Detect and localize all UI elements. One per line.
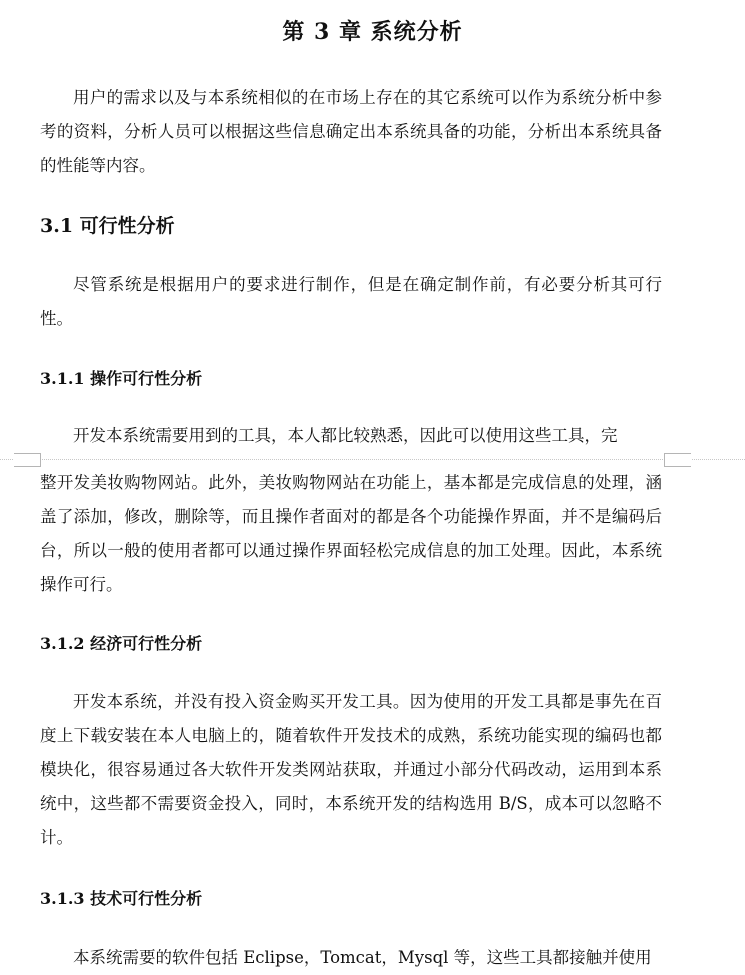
page-corner-right [664,453,691,467]
section-3-1-1-paragraph-continued: 整开发美妆购物网站。此外，美妆购物网站在功能上，基本都是完成信息的处理，涵盖了添加，修改，删除等，而且操作者面对的都是各个功能操作界面，并不是编码后台，所以一般的使用者都可以通过操作界面轻松完成信息的加工处理。因此，本系统操作可行。 [40,473,662,594]
section-heading-3-1-2: 3.1.2 经济可行性分析 [40,634,203,653]
section-heading-3-1-3: 3.1.3 技术可行性分析 [40,889,203,908]
section-3-1-1-paragraph-start: 开发本系统需要用到的工具，本人都比较熟悉，因此可以使用这些工具，完 [73,426,618,445]
section-3-1-paragraph: 尽管系统是根据用户的要求进行制作，但是在确定制作前，有必要分析其可行性。 [40,275,662,328]
section-heading-3-1-1: 3.1.1 操作可行性分析 [40,369,203,388]
section-3-1-2-paragraph: 开发本系统，并没有投入资金购买开发工具。因为使用的开发工具都是事先在百度上下载安装在本人电脑上的，随着软件开发技术的成熟，系统功能实现的编码也都模块化，很容易通过各大软件开发类网站获取，并通过小部分代码改动，运用到本系统中，这些都不需要资金投入，同时，本系统开发的结构选用 B/S，成本可以忽略不计。 [40,692,662,847]
intro-paragraph: 用户的需求以及与本系统相似的在市场上存在的其它系统可以作为系统分析中参考的资料，分析人员可以根据这些信息确定出本系统具备的功能，分析出本系统具备的性能等内容。 [40,88,662,175]
page-break-line [0,459,745,460]
page-corner-left [14,453,41,467]
chapter-title: 第 3 章 系统分析 [282,19,463,45]
section-3-1-3-paragraph: 本系统需要的软件包括 Eclipse，Tomcat，Mysql 等，这些工具都接触并使用 [73,948,652,967]
section-heading-3-1: 3.1 可行性分析 [40,215,175,237]
